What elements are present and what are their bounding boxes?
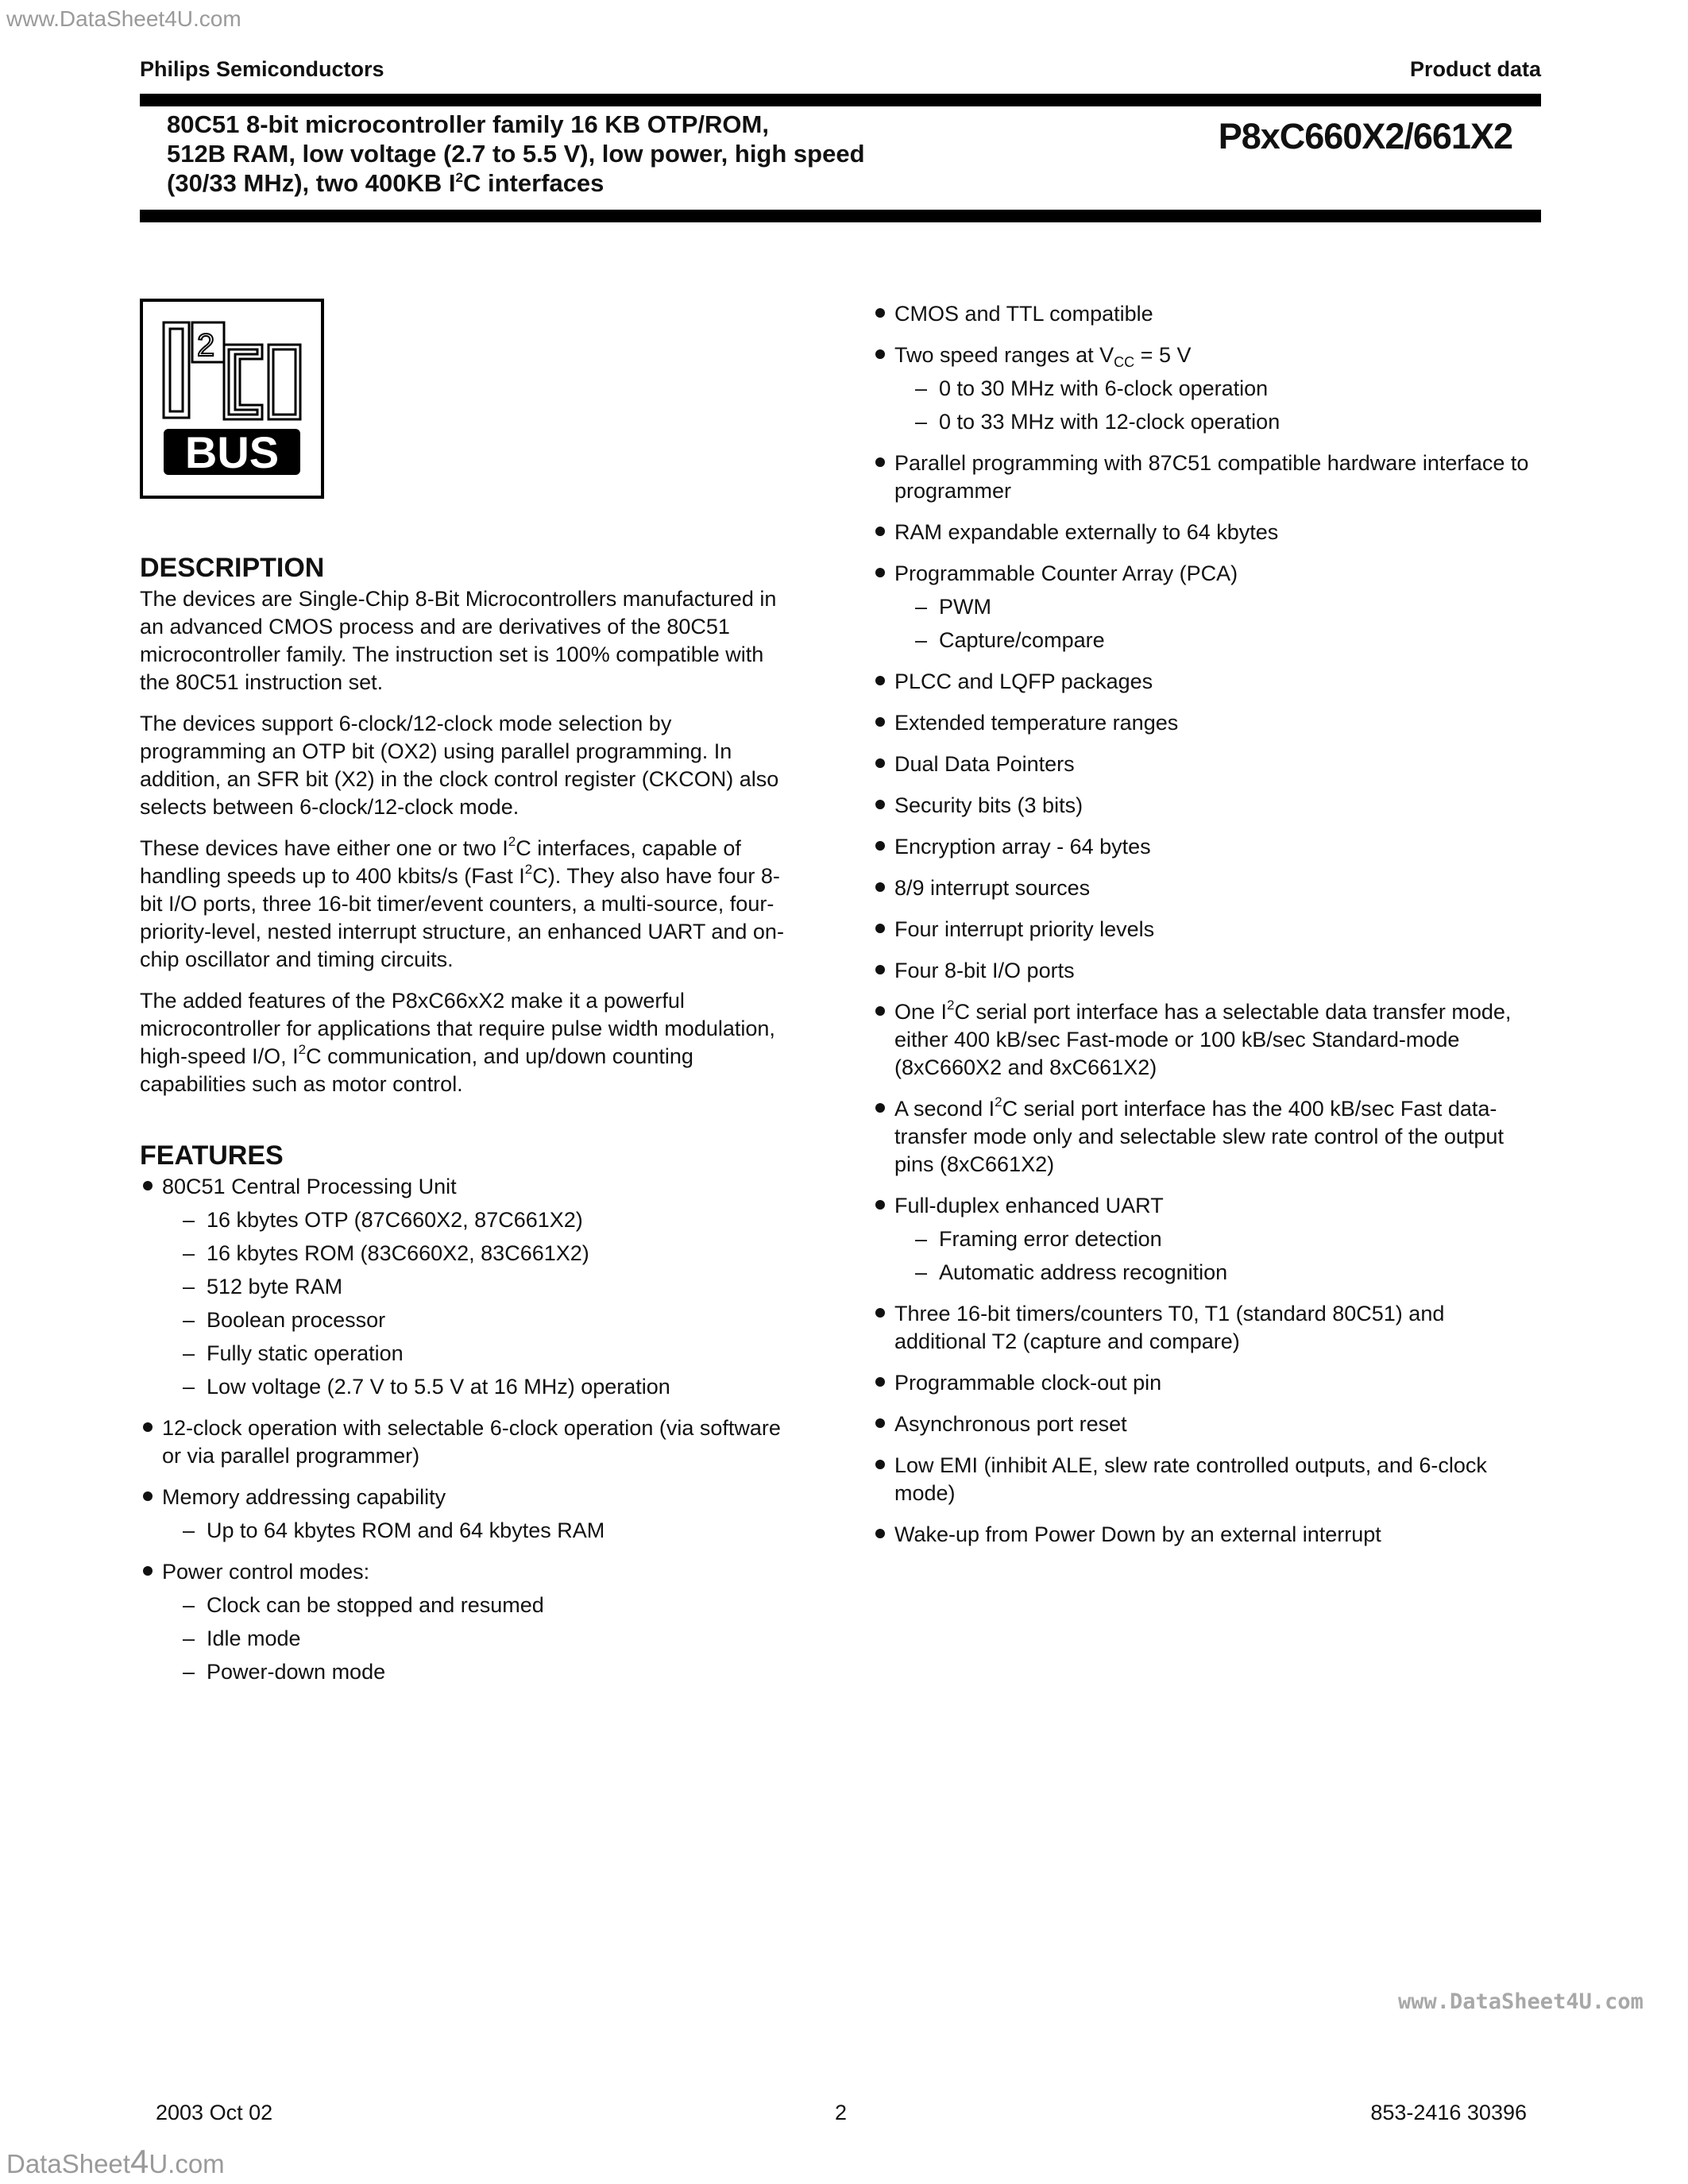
sub-list [162,1592,799,1686]
description-paragraph-1: The devices are Single-Chip 8-Bit Microcontrollers manufactured in an advanced CMOS process and are derivatives of the 80C51 microcontroller family. The instruction set is 100% compatible with the 80C51 instruction set. [140,587,777,694]
title-line-1: 80C51 8-bit microcontroller family 16 KB OTP/ROM, [167,110,769,138]
sub-list [894,593,1539,654]
list-item: Four 8-bit I/O ports [872,957,1539,985]
list-item: Security bits (3 bits) [872,792,1539,820]
list-item: Extended temperature ranges [872,709,1539,737]
header-rule-top [140,94,1541,106]
list-item: CMOS and TTL compatible [872,300,1539,328]
list-item: Three 16-bit timers/counters T0, T1 (standard 80C51) and additional T2 (capture and compare) [872,1300,1539,1356]
list-item: Two speed ranges at $V_{CC} = 5$ V – 0 to 30 MHz with 6-clock operation – 0 to 33 MHz with 12-clock operation [872,341,1539,436]
sub-list-item: – Capture/compare [894,627,1539,654]
list-item: Full-duplex enhanced UART – Framing error detection – Automatic address recognition [872,1192,1539,1287]
list-item: A second $I^2C$ serial port interface has the 400 kB/sec Fast data-transfer mode only and selectable slew rate control of the output pins (8xC661X2) [872,1095,1539,1179]
sub-list-item: – 0 to 30 MHz with 6-clock operation [894,375,1539,403]
sub-list [894,1225,1539,1287]
i2c-bus-logo [140,299,324,499]
sub-list-item: – 0 to 33 MHz with 12-clock operation [894,408,1539,436]
sub-list-item: – Low voltage (2.7 V to 5.5 V at 16 MHz) operation [162,1373,799,1401]
header-rule-bottom [140,210,1541,222]
list-item: Programmable Counter Array (PCA) – PWM – Capture/compare [872,560,1539,654]
list-item: 80C51 Central Processing Unit – 16 kbytes OTP (87C660X2, 87C661X2) – 16 kbytes ROM (83C660X2, 83C661X2) – 512 byte RAM – Boolean processor – Fully static operation – Low voltage (2.7 V to 5.5 V at 16 MHz) operation [140,1173,799,1401]
sub-list-item: – Framing error detection [894,1225,1539,1253]
list-item: 12-clock operation with selectable 6-clock operation (via software or via parallel programmer) [140,1414,799,1470]
left-column [140,552,799,1700]
sub-list [162,1517,799,1545]
sub-list-item: – Up to 64 kbytes ROM and 64 kbytes RAM [162,1517,799,1545]
sub-list-item: – 16 kbytes ROM (83C660X2, 83C661X2) [162,1240,799,1268]
sub-list [894,375,1539,436]
footer-doc-code: 853-2416 30396 [1370,2101,1527,2124]
description-paragraph-3: These devices have either one or two $I^2C$ interfaces, capable of handling speeds up to 400 kbits/s (Fast $I^2C$). They also have four 8-bit I/O ports, three 16-bit timer/event counters, a multi-source, four-priority-level, nested interrupt structure, an enhanced UART and on-chip oscillator and timing circuits. [140,834,784,971]
company-name: Philips Semiconductors [140,57,384,81]
features-list-left [140,1173,799,1686]
sub-list-item: – Boolean processor [162,1306,799,1334]
list-item: One $I^2C$ serial port interface has a selectable data transfer mode, either 400 kB/sec Fast-mode or 100 kB/sec Standard-mode (8xC660X2 and 8xC661X2) [872,998,1539,1082]
sub-list-item: – PWM [894,593,1539,621]
list-item: Dual Data Pointers [872,751,1539,778]
i2c-logo-icon [160,318,303,480]
footer-page-number: 2 [835,2101,848,2124]
sub-list-item: – 512 byte RAM [162,1273,799,1301]
list-item: Parallel programming with 87C51 compatible hardware interface to programmer [872,450,1539,505]
document-title [167,110,921,198]
list-item: Low EMI (inhibit ALE, slew rate controlled outputs, and 6-clock mode) [872,1452,1539,1507]
footer-date: 2003 Oct 02 [156,2101,273,2124]
list-item: Asynchronous port reset [872,1410,1539,1438]
description-heading: DESCRIPTION [140,553,325,583]
logo-superscript: 2 [197,328,215,363]
list-item: RAM expandable externally to 64 kbytes [872,519,1539,546]
part-number: P8xC660X2/661X2 [1218,116,1512,156]
document-type: Product data [1409,57,1541,81]
features-heading: FEATURES [140,1140,284,1171]
title-line-2: 512B RAM, low voltage (2.7 to 5.5 V), low power, high speed [167,140,865,168]
logo-bus-text: BUS [184,427,280,477]
list-item: 8/9 interrupt sources [872,874,1539,902]
right-column [872,300,1539,1562]
list-item: Power control modes: – Clock can be stopped and resumed – Idle mode – Power-down mode [140,1558,799,1686]
list-item: Memory addressing capability – Up to 64 kbytes ROM and 64 kbytes RAM [140,1484,799,1545]
sub-list [162,1206,799,1401]
list-item: PLCC and LQFP packages [872,668,1539,696]
sub-list-item: – Clock can be stopped and resumed [162,1592,799,1619]
sub-list-item: – 16 kbytes OTP (87C660X2, 87C661X2) [162,1206,799,1234]
watermark-bottom: DataSheet4U.com [6,2143,225,2180]
sub-list-item: – Fully static operation [162,1340,799,1368]
title-line-3: (30/33 MHz), two 400KB $I^2C$ interfaces [167,169,605,197]
list-item: Wake-up from Power Down by an external interrupt [872,1521,1539,1549]
list-item: Four interrupt priority levels [872,916,1539,943]
watermark-right: www.DataSheet4U.com [1398,1989,1644,2014]
description-paragraph-2: The devices support 6-clock/12-clock mode selection by programming an OTP bit (OX2) using parallel programming. In addition, an SFR bit (X2) in the clock control register (CKCON) also selects between 6-clock/12-clock mode. [140,712,779,819]
description-paragraph-4: The added features of the P8xC66xX2 make it a powerful microcontroller for applications that require pulse width modulation, high-speed I/O, $I^2C$ communication, and up/down counting capabilities such as motor control. [140,989,775,1096]
list-item: Programmable clock-out pin [872,1369,1539,1397]
sub-list-item: – Power-down mode [162,1658,799,1686]
sub-list-item: – Automatic address recognition [894,1259,1539,1287]
sub-list-item: – Idle mode [162,1625,799,1653]
features-list-right [872,300,1539,1549]
watermark-top: www.DataSheet4U.com [6,6,241,31]
list-item: Encryption array - 64 bytes [872,833,1539,861]
